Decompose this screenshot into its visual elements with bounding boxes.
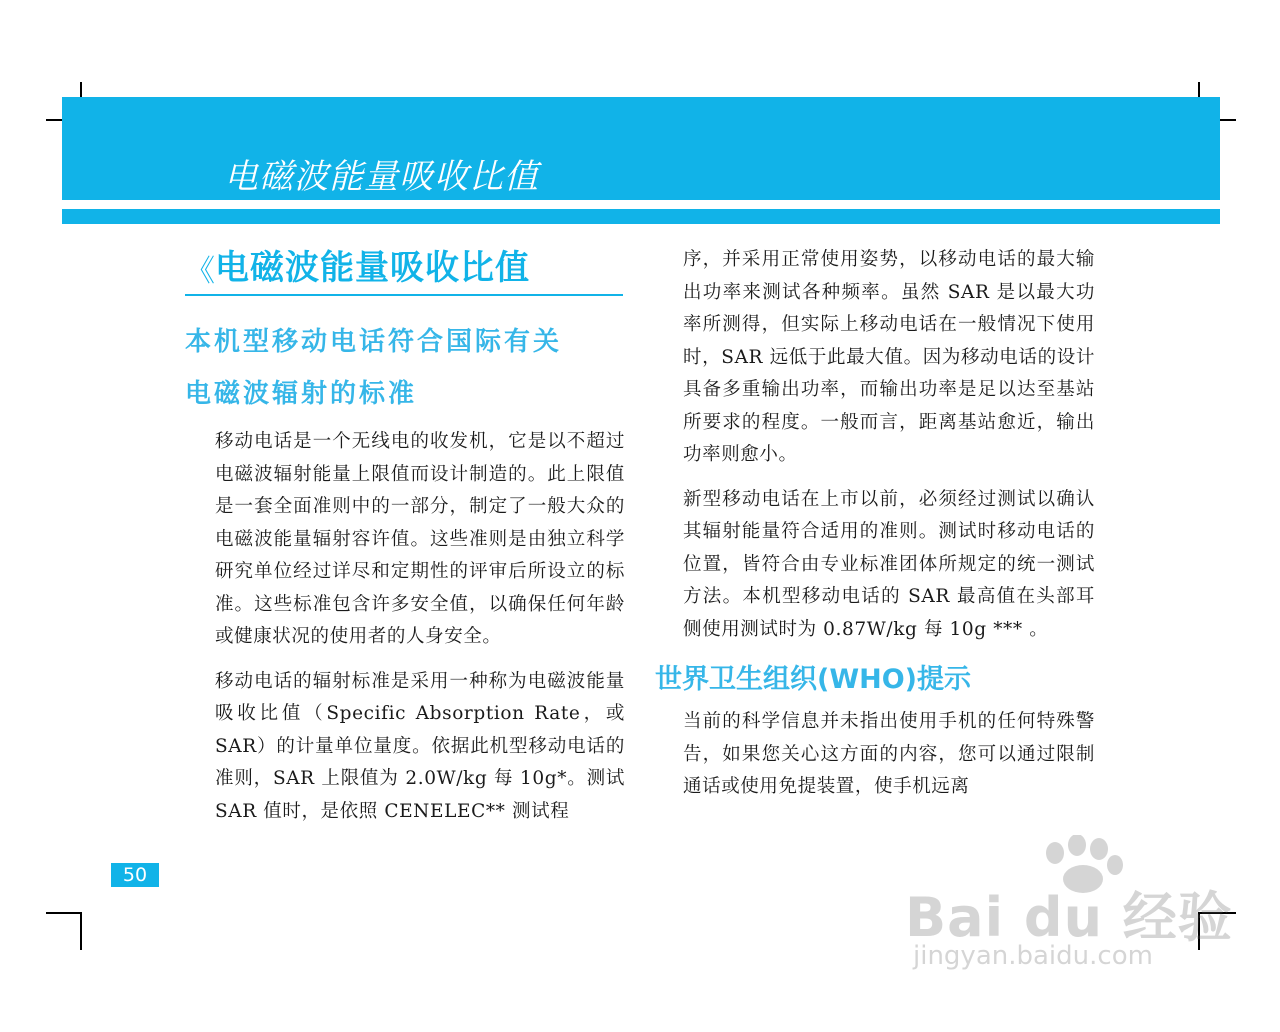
body-paragraph: 当前的科学信息并未指出使用手机的任何特殊警告，如果您关心这方面的内容，您可以通过限制通话或使用免提装置，使手机远离 (683, 711, 1095, 797)
watermark-url: jingyan.baidu.com (913, 941, 1153, 971)
body-paragraph: 移动电话是一个无线电的收发机，它是以不超过电磁波辐射能量上限值而设计制造的。此上限值是一套全面准则中的一部分，制定了一般大众的电磁波能量辐射容许值。这些准则是由独立科学研究单位经过详尽和定期性的评审后所设立的标准。这些标准包含许多安全值，以确保任何年龄或健康状况的使用者的人身安全。 (215, 431, 625, 647)
body-paragraph: 移动电话的辐射标准是采用一种称为电磁波能量吸收比值（Specific Absorption Rate，或SAR）的计量单位量度。依据此机型移动电话的准则，SAR 上限值为 2.0W/kg 每 10g*。测试 SAR 值时，是依照 CENELEC** 测试程 (215, 670, 625, 822)
crop-mark (46, 912, 82, 914)
banner-divider (62, 200, 1220, 204)
body-paragraph: 序，并采用正常使用姿势，以移动电话的最大输出功率来测试各种频率。虽然 SAR 是以最大功率所测得，但实际上移动电话在一般情况下使用时，SAR 远低于此最大值。因为移动电话的设计具备多重输出功率，而输出功率是足以达至基站所要求的程度。一般而言，距离基站愈近，输出功率则愈小。 (683, 249, 1095, 465)
section-heading-text: 电磁波能量吸收比值 (215, 248, 530, 288)
quote-mark: 《 (185, 254, 215, 289)
who-heading: 世界卫生组织(WHO)提示 (655, 664, 972, 695)
body-paragraph: 新型移动电话在上市以前，必须经过测试以确认其辐射能量符合适用的准则。测试时移动电话的位置，皆符合由专业标准团体所规定的统一测试方法。本机型移动电话的 SAR 最高值在头部耳侧使用测试时为 0.87W/kg 每 10g *** 。 (683, 488, 1095, 640)
left-column (185, 244, 625, 840)
crop-mark (80, 912, 82, 950)
banner-title: 电磁波能量吸收比值 (224, 157, 539, 197)
right-column (655, 244, 1095, 816)
baidu-watermark (905, 835, 1233, 985)
page-number: 50 (111, 863, 159, 887)
header-banner (62, 97, 1220, 200)
watermark-brand: Bai du 经验 (905, 886, 1233, 949)
subheading-line-2: 电磁波辐射的标准 (185, 379, 418, 409)
section-heading (185, 244, 623, 296)
banner-stripe (62, 214, 1220, 224)
subheading-line-1: 本机型移动电话符合国际有关 (185, 327, 563, 357)
